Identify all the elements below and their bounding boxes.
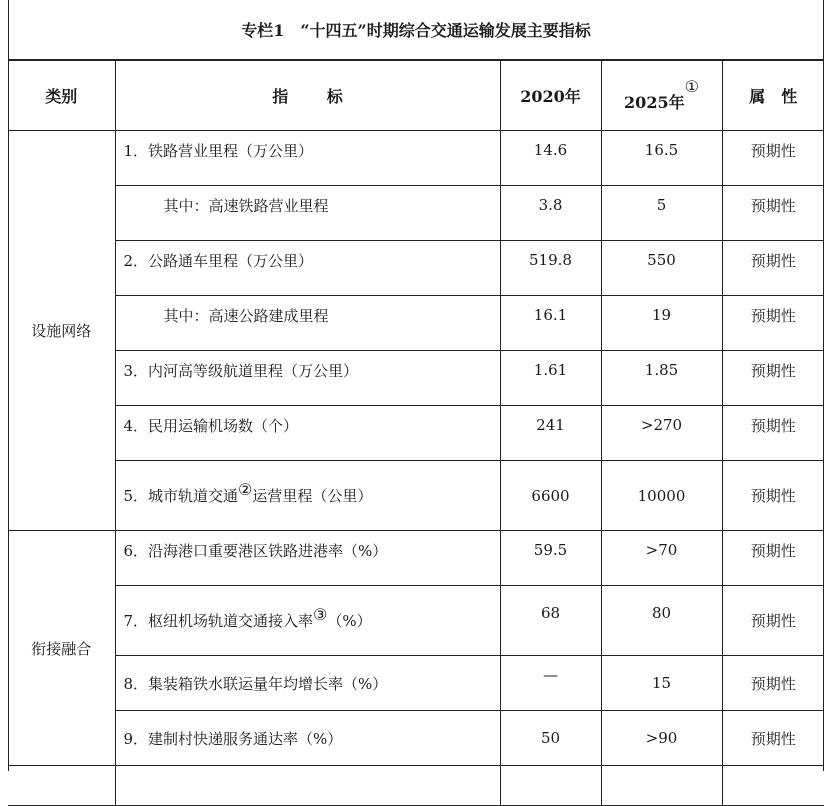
value-2025: 10000 [637,486,686,505]
value-2025-cell [601,186,722,241]
category-cell-partial [8,766,115,806]
header-2025 [601,61,722,131]
value-2020: 3.8 [538,196,563,214]
header-attribute-b: 性 [781,87,798,106]
table-title: 专栏1 “十四五”时期综合交通运输发展主要指标 [8,0,824,60]
indicator-cell [115,586,500,656]
attribute-text: 预期性 [750,541,796,560]
value-2020: 50 [540,729,561,747]
footnote-marker-1: ① [684,76,699,96]
header-category: 类别 [8,61,115,131]
table-row [8,586,824,656]
attribute-cell [722,186,824,241]
value-2020-cell [500,711,601,766]
attribute-cell [722,531,824,586]
indicator-cell [115,351,500,406]
attribute-text: 预期性 [750,196,796,215]
table-row [8,296,824,351]
value-2020-cell [500,531,601,586]
value-2020-cell [500,586,601,656]
value-2025-cell [601,531,722,586]
value-2025: 1.85 [644,361,679,379]
indicator-text: 8．集装箱铁水联运量年均增长率（%） [123,674,388,693]
table-row [8,406,824,461]
value-2020-cell [500,461,601,531]
indicator-text: 9．建制村快递服务通达率（%） [123,729,343,748]
attribute-cell [722,406,824,461]
indicator-text: 4．民用运输机场数（个） [123,416,299,435]
indicator-text: 5．城市轨道交通 [123,487,239,505]
value-2025-cell [601,406,722,461]
indicator-cell [115,406,500,461]
attribute-text: 预期性 [750,729,796,748]
value-2025-cell-partial [601,766,722,806]
value-2025: >70 [645,541,678,559]
table-row [8,711,824,766]
value-2025-cell [601,351,722,406]
value-2020: 241 [536,416,565,434]
header-2020: 2020年 [500,61,601,131]
indicator-text-suffix: 运营里程（公里） [252,487,373,505]
category-cell: 设施网络 [8,131,115,531]
header-indicator [115,61,500,131]
value-2020: 68 [540,603,561,622]
attribute-cell [722,351,824,406]
attribute-cell [722,241,824,296]
value-2020-cell-partial [500,766,601,806]
header-indicator-b: 标 [326,87,343,106]
value-2025: 16.5 [644,141,679,159]
value-2020-cell [500,131,601,186]
value-2020-cell [500,351,601,406]
value-2020: 16.1 [533,306,568,324]
value-2025-cell [601,586,722,656]
indicator-cell [115,461,500,531]
value-2020: 1.61 [533,361,568,379]
value-2020: 59.5 [533,541,568,559]
value-2025-cell [601,131,722,186]
table-row [8,131,824,186]
indicator-text: 7．枢纽机场轨道交通接入率 [123,612,314,630]
attribute-cell [722,296,824,351]
footnote-marker-2: ② [238,480,253,499]
header-row [8,61,824,131]
indicator-text: 6．沿海港口重要港区铁路进港率（%） [123,541,388,560]
attribute-text: 预期性 [750,361,796,380]
value-2025: 15 [651,674,672,692]
value-2025: >90 [645,729,678,747]
indicator-cell [115,131,500,186]
indicator-text: 3．内河高等级航道里程（万公里） [123,361,359,380]
value-2020: — [543,666,558,684]
value-2020-cell [500,241,601,296]
footnote-marker-3: ③ [313,605,328,624]
value-2025-cell [601,711,722,766]
attribute-cell [722,586,824,656]
attribute-text: 预期性 [750,487,796,505]
indicator-cell-partial [115,766,500,806]
table-row [8,656,824,711]
category-cell: 衔接融合 [8,531,115,766]
indicator-text: 其中：高速公路建成里程 [163,306,329,325]
value-2025-cell [601,656,722,711]
indicator-cell [115,656,500,711]
attribute-text: 预期性 [750,674,796,693]
value-2025-cell [601,241,722,296]
header-attribute [722,61,824,131]
indicator-text: 其中：高速铁路营业里程 [163,196,329,215]
attribute-text: 预期性 [750,416,796,435]
value-2025: 19 [651,306,672,324]
indicator-cell [115,241,500,296]
attribute-text: 预期性 [750,141,796,160]
value-2020-cell [500,406,601,461]
table-row-partial [8,766,824,806]
table-row [8,351,824,406]
value-2020: 6600 [531,486,570,505]
attribute-text: 预期性 [750,612,796,630]
value-2020: 519.8 [529,251,572,269]
attribute-cell [722,131,824,186]
value-2025-cell [601,461,722,531]
table-row [8,186,824,241]
value-2025: 550 [647,251,676,269]
indicator-cell [115,531,500,586]
table-row [8,461,824,531]
value-2025: 5 [656,196,667,214]
indicator-cell [115,711,500,766]
indicator-text-suffix: （%） [327,612,372,630]
value-2020-cell [500,656,601,711]
indicator-text: 1．铁路营业里程（万公里） [123,141,314,160]
value-2025: 80 [651,603,672,622]
value-2020-cell [500,296,601,351]
indicator-cell [115,186,500,241]
attribute-cell [722,711,824,766]
header-2025-label: 2025年 [624,93,685,112]
indicator-table [8,60,824,806]
value-2020-cell [500,186,601,241]
attribute-text: 预期性 [750,306,796,325]
attribute-cell [722,461,824,531]
table-row [8,241,824,296]
attribute-text: 预期性 [750,251,796,270]
value-2025: >270 [640,416,683,434]
table-row [8,531,824,586]
value-2020: 14.6 [533,141,568,159]
indicator-cell [115,296,500,351]
attribute-cell [722,656,824,711]
header-indicator-a: 指 [272,87,289,106]
indicator-text: 2．公路通车里程（万公里） [123,251,314,270]
attribute-cell-partial [722,766,824,806]
header-attribute-a: 属 [749,87,766,106]
value-2025-cell [601,296,722,351]
